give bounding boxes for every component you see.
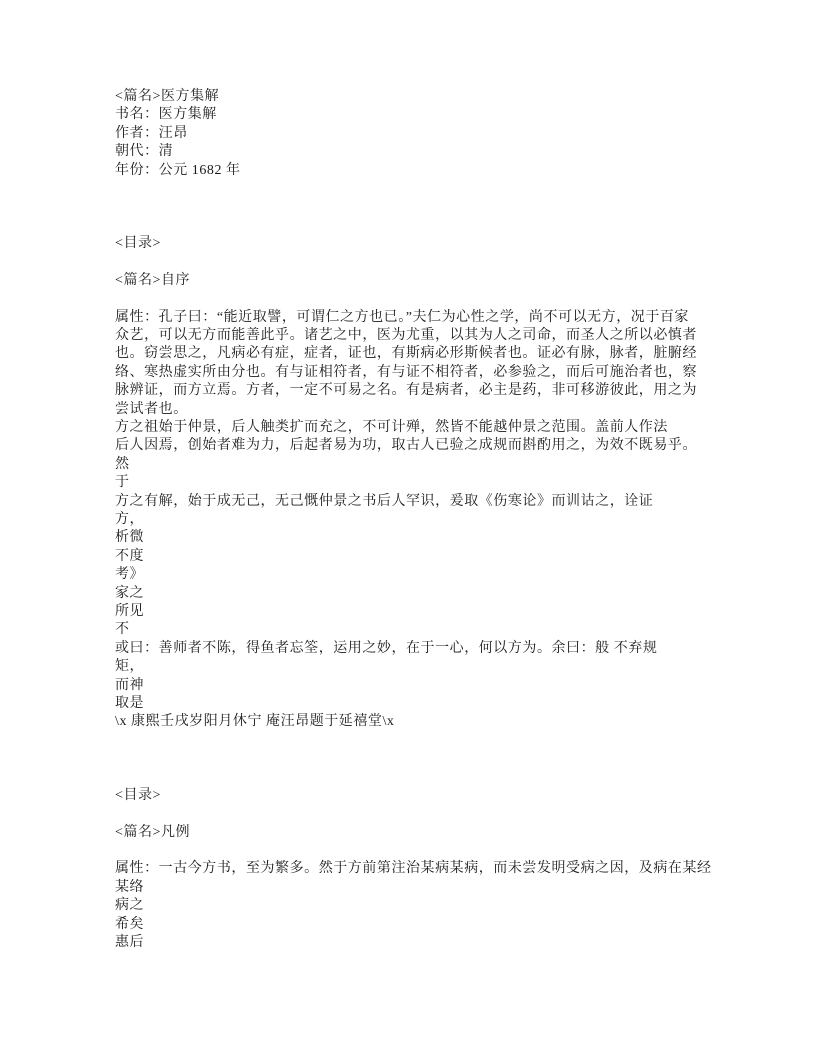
text-line — [115, 732, 725, 750]
text-line: <目录> — [115, 787, 161, 803]
text-line — [115, 254, 725, 272]
text-line: 考》 — [115, 567, 145, 583]
text-line — [115, 805, 725, 823]
text-line — [115, 180, 725, 198]
text-line: 年份：公元 1682 年 — [115, 162, 241, 178]
text-line: <篇名>医方集解 — [115, 89, 220, 104]
text-line: 方之祖始于仲景，后人触类扩而充之，不可计殚，然皆不能越仲景之范围。盖前人作法 — [115, 420, 668, 436]
text-line: 或曰：善师者不陈，得鱼者忘筌，运用之妙，在于一心，何以方为。余曰：般 不弃规 — [115, 640, 658, 656]
text-line: 属性：孔子曰：“能近取譬，可谓仁之方也已。”夫仁为心性之学，尚不可以无方，况于百家 — [115, 309, 689, 325]
text-line: 析微 — [115, 530, 145, 546]
text-line: 不 — [115, 622, 130, 638]
text-line: 希矣 — [115, 916, 145, 932]
text-line: 众艺，可以无方而能善此乎。诸艺之中，医为尤重，以其为人之司命，而圣人之所以必慎者 — [115, 328, 697, 344]
text-line: \x 康熙壬戌岁阳月休宁 庵汪昂题于延禧堂\x — [115, 714, 395, 730]
text-line: 病之 — [115, 898, 145, 914]
text-line: 也。窃尝思之，凡病必有症，症者，证也，有斯病必形斯候者也。证必有脉，脉者，脏腑经 — [115, 346, 697, 362]
text-line: <篇名>自序 — [115, 272, 191, 288]
text-line: 然 — [115, 456, 130, 472]
text-line: 方， — [115, 511, 145, 527]
text-line: 尝试者也。 — [115, 401, 188, 417]
text-line: 作者：汪昂 — [115, 125, 188, 141]
text-line: 所见 — [115, 603, 145, 619]
text-line: 书名：医方集解 — [115, 107, 217, 123]
document-body — [115, 88, 725, 952]
text-line: 后人因焉，创始者难为力，后起者易为功，取古人已验之成规而斟酌用之，为效不既易乎。 — [115, 438, 697, 454]
text-line: 某络 — [115, 879, 145, 895]
text-line: 不度 — [115, 548, 145, 564]
text-line: 方之有解，始于成无己，无己慨仲景之书后人罕识，爰取《伤寒论》而训诂之，诠证 — [115, 493, 654, 509]
text-line: <目录> — [115, 236, 161, 252]
text-line: 属性：一古今方书，至为繁多。然于方前第注治某病某病，而未尝发明受病之因，及病在某经 — [115, 861, 712, 877]
text-line: 取是 — [115, 695, 145, 711]
text-line — [115, 198, 725, 216]
text-line — [115, 750, 725, 768]
text-line — [115, 217, 725, 235]
text-line: 矩， — [115, 659, 145, 675]
text-line — [115, 842, 725, 860]
text-line: 络、寒热虚实所由分也。有与证相符者，有与证不相符者，必参验之，而后可施治者也，察 — [115, 364, 697, 380]
text-line: 惠后 — [115, 934, 145, 950]
text-line: 脉辨证，而方立焉。方者，一定不可易之名。有是病者，必主是药，非可移游彼此，用之为 — [115, 383, 697, 399]
text-line: 而神 — [115, 677, 145, 693]
text-line: 朝代：清 — [115, 144, 174, 160]
text-line — [115, 290, 725, 308]
text-line: 家之 — [115, 585, 145, 601]
text-line: <篇名>凡例 — [115, 824, 191, 840]
text-line — [115, 768, 725, 786]
text-line: 于 — [115, 475, 130, 491]
